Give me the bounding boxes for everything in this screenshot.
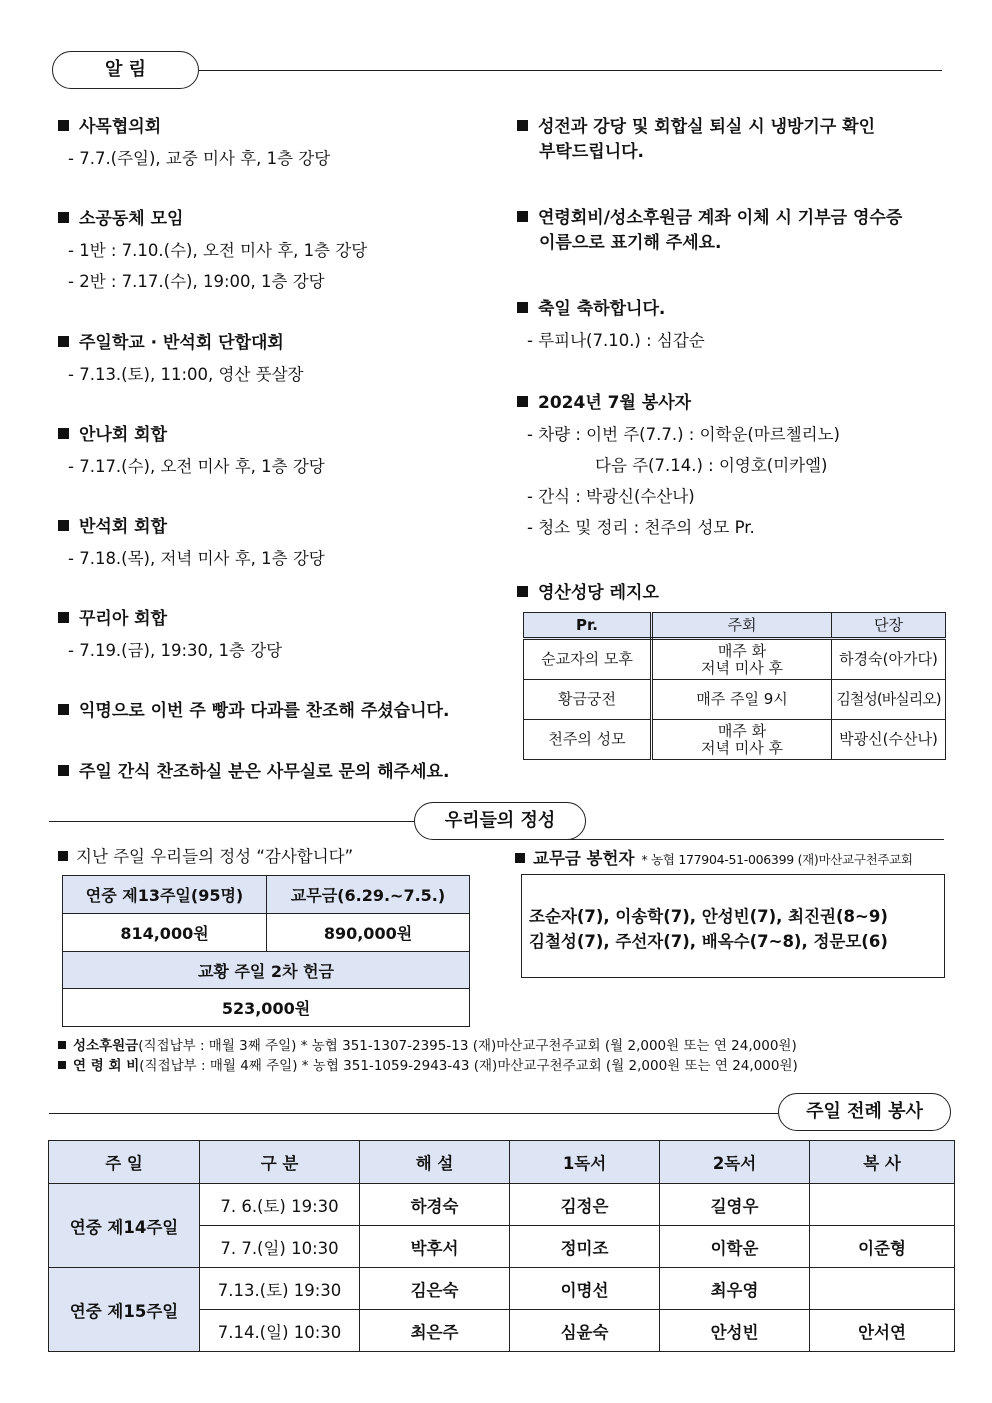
notice-right-0: 성전과 강당 및 회합실 퇴실 시 냉방기구 확인 부탁드립니다.	[517, 117, 875, 168]
notice-right-2: 축일 축하합니다. - 루피나(7.10.) : 심갑순	[517, 299, 705, 356]
square-bullet-icon	[517, 586, 528, 597]
notice-left-6: 익명으로 이번 주 빵과 다과를 찬조해 주셨습니다.	[58, 701, 449, 721]
notice-right-3: 2024년 7월 봉사자 - 차량 : 이번 주(7.7.) : 이학운(마르첼리노) 다음 주(7.14.) : 이영호(미카엘) - 간식 : 박광신(수산나) - 청소 및 정리 : 천주의 성모 Pr.	[517, 393, 840, 543]
schedule-row: 연중 제14주일 7. 6.(토) 19:30 하경숙 김정은 길영우	[49, 1184, 955, 1226]
offering-divider-right	[566, 839, 944, 840]
notice-left-0: 사목협의회 - 7.7.(주일), 교중 미사 후, 1층 강당	[58, 117, 330, 174]
notice-left-2: 주일학교 · 반석회 단합대회 - 7.13.(토), 11:00, 영산 풋살장	[58, 333, 303, 390]
note-vocation: 성소후원금(직접납부 : 매월 3째 주일) * 농협 351-1307-2395-13 (재)마산교구천주교회 (월 2,000원 또는 연 24,000원)	[58, 1036, 798, 1056]
notice-left-1: 소공동체 모임 - 1반 : 7.10.(수), 오전 미사 후, 1층 강당 - 2반 : 7.17.(수), 19:00, 1층 강당	[58, 209, 367, 297]
donors-box: 조순자(7), 이송학(7), 안성빈(7), 최진권(8~9) 김철성(7), 주선자(7), 배옥수(7~8), 정문모(6)	[521, 874, 945, 978]
account-notes	[58, 1036, 798, 1076]
square-bullet-icon	[58, 612, 69, 623]
square-bullet-icon	[58, 428, 69, 439]
notices-badge: 알 림	[52, 51, 199, 89]
notice-left-5: 꾸리아 회합 - 7.19.(금), 19:30, 1층 강당	[58, 609, 282, 666]
square-bullet-icon	[58, 1061, 66, 1069]
offering-divider-left	[49, 821, 415, 822]
square-bullet-icon	[58, 704, 69, 715]
square-bullet-icon	[515, 853, 525, 863]
schedule-row: 7. 7.(일) 10:30 박후서 정미조 이학운 이준형	[49, 1226, 955, 1268]
offering-table: 연중 제13주일(95명) 교무금(6.29.~7.5.) 814,000원 890,000원 교황 주일 2차 헌금 523,000원	[62, 875, 470, 1027]
square-bullet-icon	[517, 302, 528, 313]
legio-row: 순교자의 모후 매주 화 저녁 미사 후 하경숙(아가다)	[524, 639, 946, 680]
square-bullet-icon	[58, 851, 68, 861]
offering-badge: 우리들의 정성	[414, 802, 586, 840]
square-bullet-icon	[517, 396, 528, 407]
offering-left-title: 지난 주일 우리들의 정성 “감사합니다”	[58, 847, 353, 867]
liturgy-table: 주 일 구 분 해 설 1독서 2독서 복 사 연중 제14주일 7. 6.(토) 19:30 하경숙 김정은 길영우 7. 7.(일) 10:30 박후서 정미조 이학운 이준형 연중 제15주일 7.13.(토) 19:30 김은숙 이명선 최우영 7.14.(일) 10:30 최은주 심윤숙 안성빈 안서연	[48, 1140, 955, 1352]
square-bullet-icon	[517, 120, 528, 131]
notice-left-7: 주일 간식 찬조하실 분은 사무실로 문의 해주세요.	[58, 762, 449, 782]
liturgy-badge: 주일 전례 봉사	[778, 1093, 951, 1131]
notice-right-4: 영산성당 레지오	[517, 583, 659, 603]
legio-row: 황금궁전 매주 주일 9시 김철성(바실리오)	[524, 680, 946, 720]
legio-table: Pr. 주회 단장 순교자의 모후 매주 화 저녁 미사 후 하경숙(아가다) 황금궁전 매주 주일 9시 김철성(바실리오) 천주의 성모 매주 화 저녁 미사 후 박광신(수산나)	[523, 612, 946, 760]
donors-title: 교무금 봉헌자 * 농협 177904-51-006399 (재)마산교구천주교회	[515, 845, 913, 869]
notice-left-3: 안나회 회합 - 7.17.(수), 오전 미사 후, 1층 강당	[58, 425, 325, 482]
square-bullet-icon	[58, 520, 69, 531]
notices-divider	[199, 70, 942, 71]
schedule-row: 7.14.(일) 10:30 최은주 심윤숙 안성빈 안서연	[49, 1310, 955, 1352]
square-bullet-icon	[58, 212, 69, 223]
schedule-row: 연중 제15주일 7.13.(토) 19:30 김은숙 이명선 최우영	[49, 1268, 955, 1310]
note-funeral: 연 령 회 비(직접납부 : 매월 4째 주일) * 농협 351-1059-2943-43 (재)마산교구천주교회 (월 2,000원 또는 연 24,000원)	[58, 1056, 798, 1076]
square-bullet-icon	[58, 336, 69, 347]
square-bullet-icon	[517, 211, 528, 222]
liturgy-divider	[49, 1113, 779, 1114]
legio-row: 천주의 성모 매주 화 저녁 미사 후 박광신(수산나)	[524, 720, 946, 760]
notice-left-4: 반석회 회합 - 7.18.(목), 저녁 미사 후, 1층 강당	[58, 517, 325, 574]
notice-right-1: 연령회비/성소후원금 계좌 이체 시 기부금 영수증 이름으로 표기해 주세요.	[517, 208, 902, 259]
square-bullet-icon	[58, 765, 69, 776]
square-bullet-icon	[58, 1041, 66, 1049]
square-bullet-icon	[58, 120, 69, 131]
